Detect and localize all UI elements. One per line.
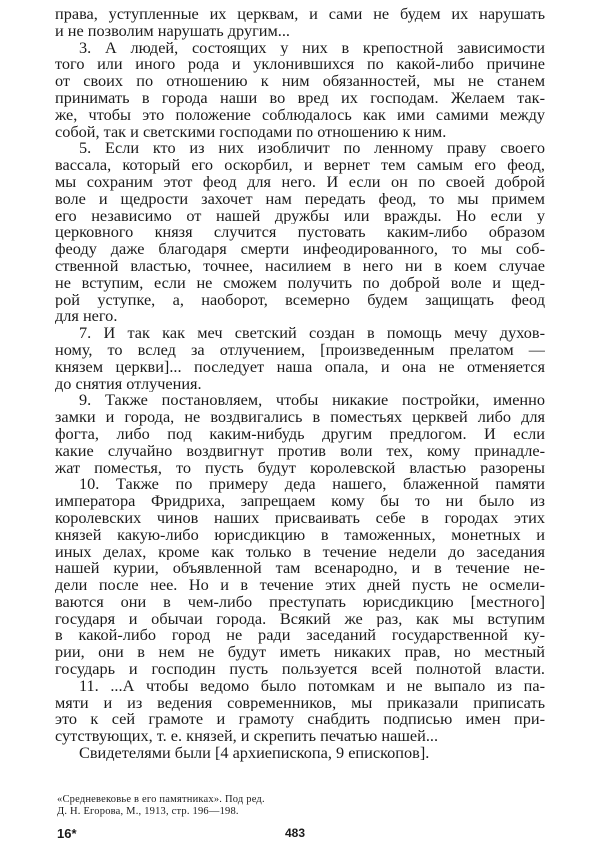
text-line: воле и щедрости захочет нам передать феод, то мы примем xyxy=(55,190,545,208)
text-line: принимать в города наши во вред их господам. Желаем так- xyxy=(55,89,545,107)
text-line: 7. И так как меч светский создан в помощь мечу духов- xyxy=(79,325,545,342)
text-line: ваются они в чем-либо преступать юрисдикцию [местного] xyxy=(55,593,545,611)
signature-mark: 16* xyxy=(57,826,77,841)
text-line: в какой-либо город не ради заседаний государственной ку- xyxy=(55,627,545,645)
text-line: рии, они в нем не будут иметь никаких прав, но местный xyxy=(55,644,545,662)
footnote xyxy=(57,794,527,818)
text-line: императора Фридриха, запрещаем кому бы то ни было из xyxy=(55,493,545,510)
page-number: 483 xyxy=(285,826,306,840)
text-line: жат поместья, то пусть будут королевской властью разорены xyxy=(55,459,545,477)
text-line: князей какую-либо юрисдикцию в таможенных, монетных и xyxy=(55,526,545,544)
text-line: какие случайно воздвигнут против воли тех, кому принадле- xyxy=(55,442,545,460)
text-line: рой уступке, а, наоборот, всемерно будем защищать феод xyxy=(55,291,545,309)
text-line: Свидетелями были [4 архиепископа, 9 епископов]. xyxy=(79,745,430,762)
text-line: 11. ...А чтобы ведомо было потомкам и не выпало из па- xyxy=(79,677,545,695)
text-line: это к сей грамоте и грамоту снабдить подписью имен при- xyxy=(55,711,545,729)
text-line: ственной властью, точнее, насилием в него ни в коем случае xyxy=(55,257,545,275)
text-line: вассала, который его оскорбил, и вернет тем самым его феод, xyxy=(55,157,545,174)
text-line: церковного князя случится пустовать каким-либо образом xyxy=(55,224,545,242)
text-line: государя и обычаи города. Всякий же раз, как мы вступим xyxy=(55,610,545,628)
text-line: королевских чинов наших присваивать себе в городах этих xyxy=(55,509,545,527)
text-line: сутствующих, т. е. князей, и скрепить печатью нашей... xyxy=(55,728,439,746)
text-line: не вступим, если не сможем получить по доброй воле и щед- xyxy=(55,274,545,292)
text-line: 3. А людей, состоящих у них в крепостной зависимости xyxy=(79,39,545,57)
text-line: 5. Если кто из них изобличит по ленному праву своего xyxy=(79,140,545,158)
text-line: от своих по отношению к ним обязанностей, мы не станем xyxy=(55,73,545,90)
text-line: фогта, либо под каким-нибудь другим предлогом. И если xyxy=(55,425,545,443)
text-line: ному, то вслед за отлучением, [произведенным прелатом — xyxy=(55,341,545,359)
text-line: права, уступленные их церквам, и сами не будем их нарушать xyxy=(55,6,545,23)
text-line: для него. xyxy=(55,308,118,326)
footnote-line: «Средневековье в его памятниках». Под ред. xyxy=(57,794,265,805)
text-line: нашей курии, объявленной там всенародно, и в течение не- xyxy=(55,560,545,578)
document-body xyxy=(55,6,545,762)
text-line: мяти и из ведения современников, мы приказали приписать xyxy=(55,694,545,712)
text-line: и не позволим нарушать другим... xyxy=(55,22,291,40)
text-line: 10. Также по примеру деда нашего, блаженной памяти xyxy=(79,476,545,494)
text-line: иных делах, кроме как только в течение недели до заседания xyxy=(55,543,545,561)
text-line: замки и города, не воздвигались в поместьях церквей либо для xyxy=(55,409,545,426)
text-line: собой, так и светскими господами по отношению к ним. xyxy=(55,123,447,141)
text-line: же, чтобы это положение соблюдалось как ими самими между xyxy=(55,106,545,124)
text-line: государь и господин пусть пользуется всей полнотой власти. xyxy=(55,661,545,678)
text-line: мы сохраним этот феод для него. И если он по своей доброй xyxy=(55,173,545,191)
text-line: до снятия отлучения. xyxy=(55,375,202,393)
text-line: дели после нее. Но и в течение этих дней пусть не осмели- xyxy=(55,577,545,594)
text-line: его независимо от нашей дружбы или вражды. Но если у xyxy=(55,207,545,225)
footnote-line: Д. Н. Егорова, М., 1913, стр. 196—198. xyxy=(57,806,239,817)
text-line: князем церкви]... последует наша опала, и она не отменяется xyxy=(55,358,545,376)
text-line: феоду даже благодаря смерти инфеодированного, то мы соб- xyxy=(55,241,545,258)
text-line: 9. Также постановляем, чтобы никакие постройки, именно xyxy=(79,392,545,410)
text-line: того или иного рода и уклонившихся по какой-либо причине xyxy=(55,56,545,74)
